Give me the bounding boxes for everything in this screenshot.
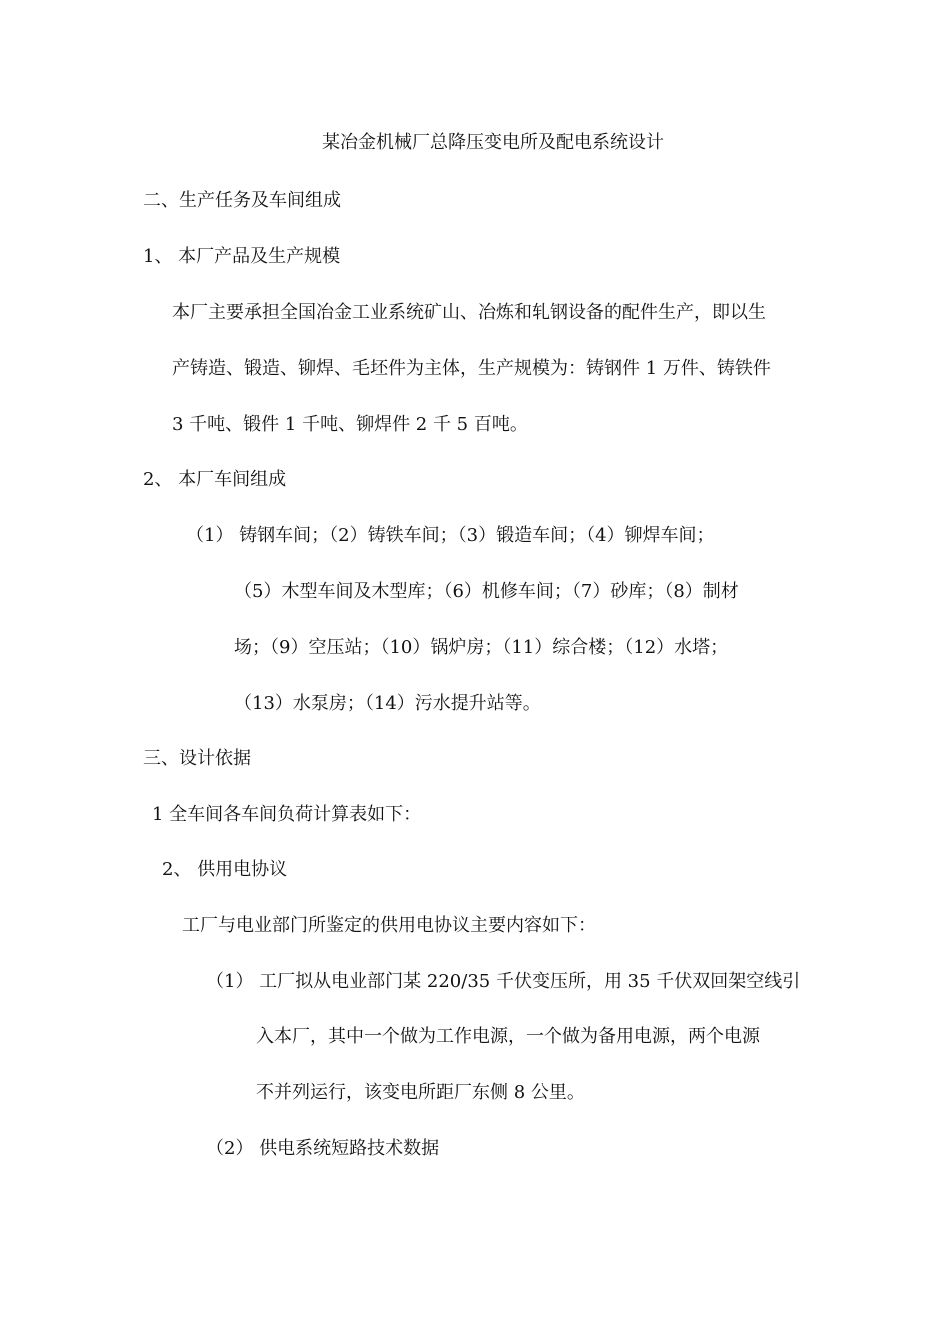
workshop-list-line: 场；（9）空压站；（10）锅炉房；（11）综合楼；（12）水塔； — [234, 637, 729, 658]
agreement-item-line: 入本厂，其中一个做为工作电源，一个做为备用电源，两个电源 — [256, 1026, 760, 1047]
subsection-heading-agreement: 2、 供用电协议 — [162, 859, 288, 880]
paragraph-line: 产铸造、锻造、铆焊、毛坯件为主体，生产规模为：铸钢件 1 万件、铸铁件 — [172, 358, 771, 379]
workshop-list-line: （13）水泵房；（14）污水提升站等。 — [234, 693, 541, 714]
paragraph-line: 3 千吨、锻件 1 千吨、铆焊件 2 千 5 百吨。 — [172, 414, 528, 435]
paragraph-line: 本厂主要承担全国冶金工业系统矿山、冶炼和轧钢设备的配件生产，即以生 — [172, 302, 766, 323]
agreement-item-line: （2） 供电系统短路技术数据 — [206, 1138, 440, 1159]
agreement-item-line: （1） 工厂拟从电业部门某 220/35 千伏变压所，用 35 千伏双回架空线引 — [206, 971, 801, 992]
subsection-heading-workshops: 2、 本厂车间组成 — [143, 469, 287, 490]
paragraph-line: 1 全车间各车间负荷计算表如下： — [152, 804, 422, 825]
workshop-list-line: （1） 铸钢车间；（2）铸铁车间；（3）锻造车间；（4）铆焊车间； — [186, 525, 715, 546]
document-title: 某冶金机械厂总降压变电所及配电系统设计 — [322, 132, 664, 153]
workshop-list-line: （5）木型车间及木型库；（6）机修车间；（7）砂库；（8）制材 — [234, 581, 739, 602]
subsection-heading-products: 1、 本厂产品及生产规模 — [143, 246, 341, 267]
agreement-item-line: 不并列运行，该变电所距厂东侧 8 公里。 — [256, 1082, 585, 1103]
section-heading-production: 二、生产任务及车间组成 — [143, 190, 341, 211]
section-heading-design-basis: 三、设计依据 — [143, 748, 251, 769]
paragraph-line: 工厂与电业部门所鉴定的供用电协议主要内容如下： — [182, 915, 596, 936]
